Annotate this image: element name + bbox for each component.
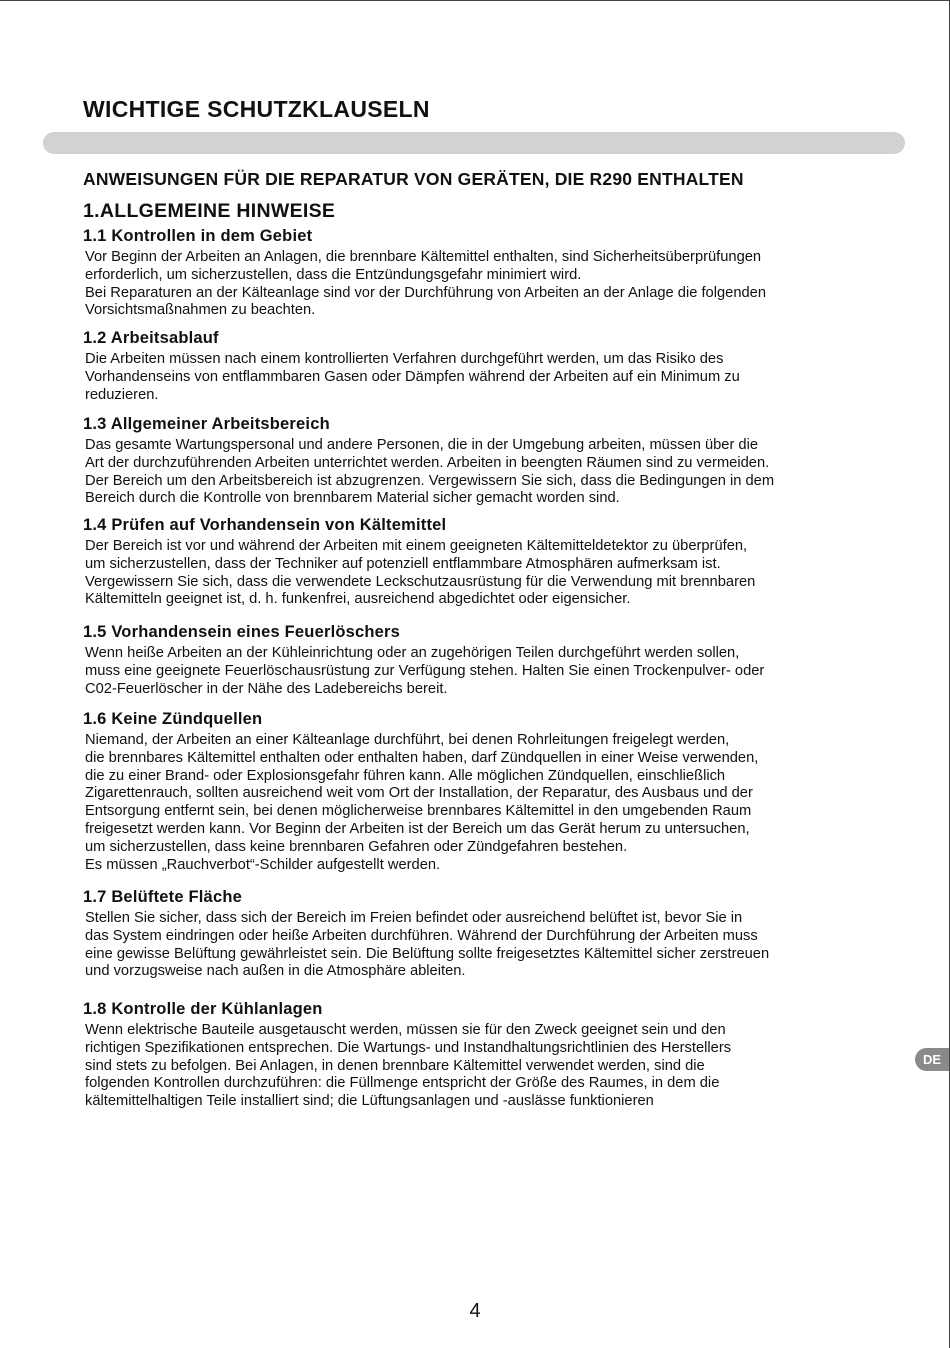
section-text-line: die zu einer Brand- oder Explosionsgefahr führen kann. Alle möglichen Zündquellen, einschließlich [85,767,726,784]
section-text-line: Kältemitteln geeignet ist, d. h. funkenfrei, ausreichend abgedichtet oder eigensicher. [85,591,631,608]
section-text-line: folgenden Kontrollen durchzuführen: die Füllmenge entspricht der Größe des Raumes, in dem die [85,1075,720,1092]
section-heading: 1.7 Belüftete Fläche [83,888,242,906]
section-heading: 1.4 Prüfen auf Vorhandensein von Kältemittel [83,516,447,534]
chapter-heading: 1.ALLGEMEINE HINWEISE [83,200,336,222]
section-text-line: Vorhandenseins von entflammbaren Gasen oder Dämpfen während der Arbeiten auf ein Minimum zu [85,368,740,385]
section-text-line: Die Arbeiten müssen nach einem kontrollierten Verfahren durchgeführt werden, um das Risiko des [85,351,724,367]
section-text-line: Bei Reparaturen an der Kälteanlage sind vor der Durchführung von Arbeiten an der Anlage die folgenden [85,284,766,301]
section-text-line: und vorzugsweise nach außen in die Atmosphäre ableiten. [85,963,466,980]
section-text-line: eine gewisse Belüftung gewährleistet sein. Die Belüftung sollte freigesetztes Kältemittel sicher zerstreuen [85,945,770,962]
section-text-line: sind stets zu befolgen. Bei Anlagen, in denen brennbare Kältemittel verwendet werden, sind die [85,1057,705,1074]
section-heading: 1.5 Vorhandensein eines Feuerlöschers [83,623,401,641]
section-text-line: Vorsichtsmaßnahmen zu beachten. [85,302,316,319]
section-text-line: Art der durchzuführenden Arbeiten unterrichtet werden. Arbeiten in beengten Räumen sind zu vermeiden. [85,454,770,471]
section-text-line: C02-Feuerlöscher in der Nähe des Ladebereichs bereit. [85,680,448,697]
section-text-line: Vor Beginn der Arbeiten an Anlagen, die brennbare Kältemittel enthalten, sind Sicherheitsüberprüfungen [85,249,762,265]
section-text-line: kältemittelhaltigen Teile installiert sind; die Lüftungsanlagen und -auslässe funktionieren [85,1093,654,1110]
section-text-line: um sicherzustellen, dass der Techniker auf potenziell entflammbare Atmosphären aufmerksam ist. [85,555,721,572]
section-1-5 [83,622,905,698]
section-1-4 [83,515,905,609]
section-heading: 1.6 Keine Zündquellen [83,710,263,728]
section-text-line: Wenn heiße Arbeiten an der Kühleinrichtung oder an zugehörigen Teilen durchgeführt werden sollen, [85,645,740,661]
main-heading: ANWEISUNGEN FÜR DIE REPARATUR VON GERÄTEN, DIE R290 ENTHALTEN [83,169,744,189]
language-tab: DE [915,1048,950,1071]
section-1-8 [83,999,905,1111]
section-1-6 [83,709,905,874]
section-text-line: Der Bereich um den Arbeitsbereich ist abzugrenzen. Vergewissern Sie sich, dass die Bedingungen in dem [85,472,775,489]
section-text-line: Wenn elektrische Bauteile ausgetauscht werden, müssen sie für den Zweck geeignet sein und den [85,1022,726,1038]
section-text-line: Entsorgung entfernt sein, bei denen möglicherweise brennbares Kältemittel in den umgebenden Raum [85,803,752,820]
section-text-line: Stellen Sie sicher, dass sich der Bereich im Freien befindet oder ausreichend belüftet ist, bevor Sie in [85,910,743,926]
section-1-2 [83,328,905,404]
section-heading: 1.8 Kontrolle der Kühlanlagen [83,1000,323,1018]
section-text-line: Der Bereich ist vor und während der Arbeiten mit einem geeigneten Kältemitteldetektor zu überprüfen, [85,538,748,554]
section-text-line: Vergewissern Sie sich, dass die verwendete Leckschutzausrüstung für die Verwendung mit brennbaren [85,573,756,590]
section-1-3 [83,414,905,508]
section-heading: 1.3 Allgemeiner Arbeitsbereich [83,415,330,433]
section-1-7 [83,887,905,981]
page-number: 4 [469,1300,481,1322]
section-heading: 1.2 Arbeitsablauf [83,329,219,347]
section-text-line: erforderlich, um sicherzustellen, dass die Entzündungsgefahr minimiert wird. [85,266,582,283]
section-text-line: Niemand, der Arbeiten an einer Kälteanlage durchführt, bei denen Rohrleitungen freigelegt werden, [85,732,730,748]
page-title: WICHTIGE SCHUTZKLAUSELN [83,96,430,122]
section-1-1 [83,226,905,320]
section-text-line: Zigarettenrauch, sollten ausreichend weit vom Ort der Installation, der Reparatur, des Ausbaus und der [85,785,753,802]
section-text-line: reduzieren. [85,386,159,403]
title-underline-bar [43,132,905,154]
section-text-line: um sicherzustellen, dass keine brennbaren Gefahren oder Zündgefahren bestehen. [85,838,628,855]
section-text-line: freigesetzt werden kann. Vor Beginn der Arbeiten ist der Bereich um das Gerät herum zu untersuchen, [85,820,750,837]
section-text-line: Bereich durch die Kontrolle von brennbarem Material sicher gemacht worden sind. [85,490,620,507]
section-text-line: richtigen Spezifikationen entsprechen. Die Wartungs- und Instandhaltungsrichtlinien des Herstellers [85,1039,732,1056]
section-text-line: die brennbares Kältemittel enthalten oder enthalten haben, darf Zündquellen in einer Weise verwenden, [85,749,759,766]
section-text-line: Das gesamte Wartungspersonal und andere Personen, die in der Umgebung arbeiten, müssen über die [85,437,759,453]
section-text-line: muss eine geeignete Feuerlöschausrüstung zur Verfügung stehen. Halten Sie einen Trockenpulver- oder [85,662,765,679]
section-text-line: Es müssen „Rauchverbot“-Schilder aufgestellt werden. [85,856,441,873]
section-heading: 1.1 Kontrollen in dem Gebiet [83,227,313,245]
section-text-line: das System eindringen oder heiße Arbeiten durchführen. Während der Durchführung der Arbeiten muss [85,927,758,944]
